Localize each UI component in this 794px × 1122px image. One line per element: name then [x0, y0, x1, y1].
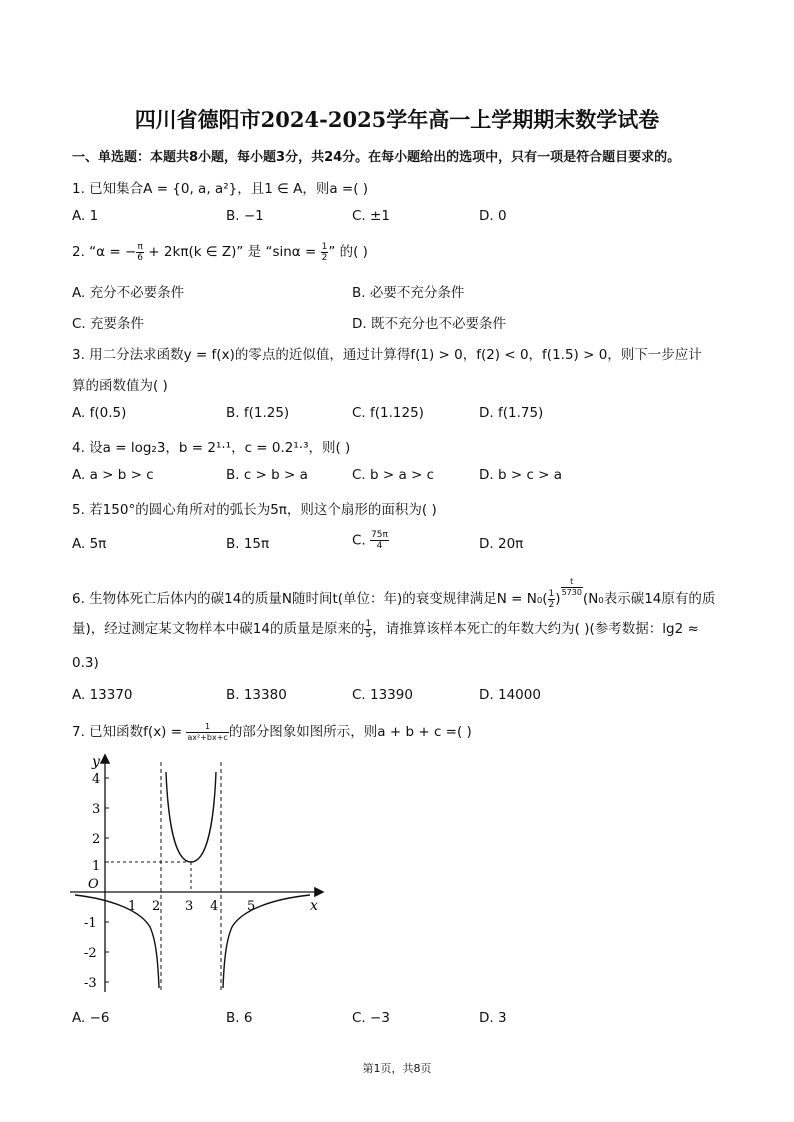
q5-option-a: A. 5π — [72, 536, 107, 552]
q6-option-b: B. 13380 — [226, 687, 287, 703]
q7-option-d: D. 3 — [479, 1010, 507, 1026]
question-6-line3: 0.3) — [72, 655, 99, 671]
q2-option-b: B. 必要不充分条件 — [352, 285, 465, 301]
q1-option-d: D. 0 — [479, 208, 507, 224]
fraction-one-fifth: $\frac{1}{5}$ — [365, 618, 372, 640]
x-tick-2: 2 — [152, 899, 161, 914]
curve-right-branch — [223, 895, 310, 988]
q4-option-b: B. c > b > a — [226, 467, 308, 483]
q6-option-c: C. 13390 — [352, 687, 413, 703]
q7-option-b: B. 6 — [226, 1010, 253, 1026]
y-tick-4: 4 — [92, 772, 101, 787]
q5-option-c: C. $\frac{75\pi}{4}$ — [352, 530, 388, 551]
q2-option-a: A. 充分不必要条件 — [72, 285, 185, 301]
question-3-line1: 3. 用二分法求函数y = f(x)的零点的近似值，通过计算得f(1) > 0，f(2) < 0，f(1.5) > 0，则下一步应计 — [72, 347, 702, 363]
q3-option-d: D. f(1.75) — [479, 405, 544, 421]
q3-option-a: A. f(0.5) — [72, 405, 127, 421]
q4-option-a: A. a > b > c — [72, 467, 154, 483]
y-tick-neg3: -3 — [84, 976, 97, 991]
q4-option-d: D. b > c > a — [479, 467, 563, 483]
y-tick-neg1: -1 — [84, 916, 97, 931]
question-3-line2: 算的函数值为( ) — [72, 378, 168, 394]
function-graph — [70, 752, 330, 997]
fraction-function: $\frac{1}{\text{ax²+bx+c}}$ — [187, 721, 228, 742]
fraction-one-half: $\frac{1}{2}$ — [548, 588, 555, 610]
x-tick-1: 1 — [128, 899, 137, 914]
q7-option-a: A. −6 — [72, 1010, 110, 1026]
question-5-stem: 5. 若150°的圆心角所对的弧长为5π，则这个扇形的面积为( ) — [72, 502, 437, 518]
question-6-line2: 量)，经过测定某文物样本中碳14的质量是原来的 $\frac{1}{5}$ ，请推算该样本死亡的年数大约为( )(参考数据：lg2 ≈ — [72, 618, 699, 640]
q2-option-c: C. 充要条件 — [72, 316, 145, 332]
section-heading: 一、单选题：本题共8小题，每小题3分，共24分。在每小题给出的选项中，只有一项是符合题目要求的。 — [72, 150, 681, 165]
q3-option-b: B. f(1.25) — [226, 405, 290, 421]
q5-option-d: D. 20π — [479, 536, 524, 552]
y-tick-3: 3 — [92, 802, 101, 817]
question-2-stem: 2. “α = − $\frac{\pi}{6}$ + 2kπ(k ∈ Z)” 是 “sinα = $\frac{1}{2}$ ” 的( ) — [72, 241, 368, 263]
q1-option-a: A. 1 — [72, 208, 99, 224]
question-4-stem: 4. 设a = log₂3，b = 2¹·¹，c = 0.2¹·³，则( ) — [72, 440, 351, 456]
x-tick-4: 4 — [210, 899, 219, 914]
q3-option-c: C. f(1.125) — [352, 405, 424, 421]
y-tick-1: 1 — [92, 859, 101, 874]
q5-option-b: B. 15π — [226, 536, 270, 552]
x-axis-label: x — [310, 898, 318, 914]
fraction-pi-over-6: $\frac{\pi}{6}$ — [137, 241, 144, 263]
q2-option-d: D. 既不充分也不必要条件 — [352, 316, 506, 332]
q1-option-c: C. ±1 — [352, 208, 390, 224]
page-footer: 第1页，共8页 — [362, 1062, 432, 1075]
x-tick-3: 3 — [185, 899, 194, 914]
fraction-75pi-over-4: $\frac{75\pi}{4}$ — [371, 530, 388, 551]
exponent-t-over-5730: $\frac{t}{5730}$ — [561, 577, 582, 597]
q6-option-d: D. 14000 — [479, 687, 541, 703]
q7-option-c: C. −3 — [352, 1010, 390, 1026]
question-7-stem: 7. 已知函数f(x) = $\frac{1}{\text{ax²+bx+c}}$ 的部分图象如图所示，则a + b + c =( ) — [72, 721, 472, 742]
q6-option-a: A. 13370 — [72, 687, 133, 703]
fraction-one-half: $\frac{1}{2}$ — [321, 241, 328, 263]
y-tick-neg2: -2 — [84, 946, 97, 961]
origin-label: O — [88, 877, 99, 892]
y-axis-label: y — [92, 754, 100, 770]
curve-middle-branch — [166, 772, 216, 862]
page-title: 四川省德阳市2024-2025学年高一上学期期末数学试卷 — [134, 107, 660, 132]
q4-option-c: C. b > a > c — [352, 467, 435, 483]
curve-left-branch — [75, 895, 159, 988]
x-tick-5: 5 — [247, 899, 256, 914]
y-tick-2: 2 — [92, 832, 101, 847]
q1-option-b: B. −1 — [226, 208, 264, 224]
question-6-line1: 6. 生物体死亡后体内的碳14的质量N随时间t(单位：年)的衰变规律满足N = N₀( $\frac{1}{2}$ ) $\frac{t}{5730}$ (N₀表示碳14原有的质 — [72, 577, 716, 610]
question-1-stem: 1. 已知集合A = {0, a, a²}，且1 ∈ A，则a =( ) — [72, 181, 369, 197]
